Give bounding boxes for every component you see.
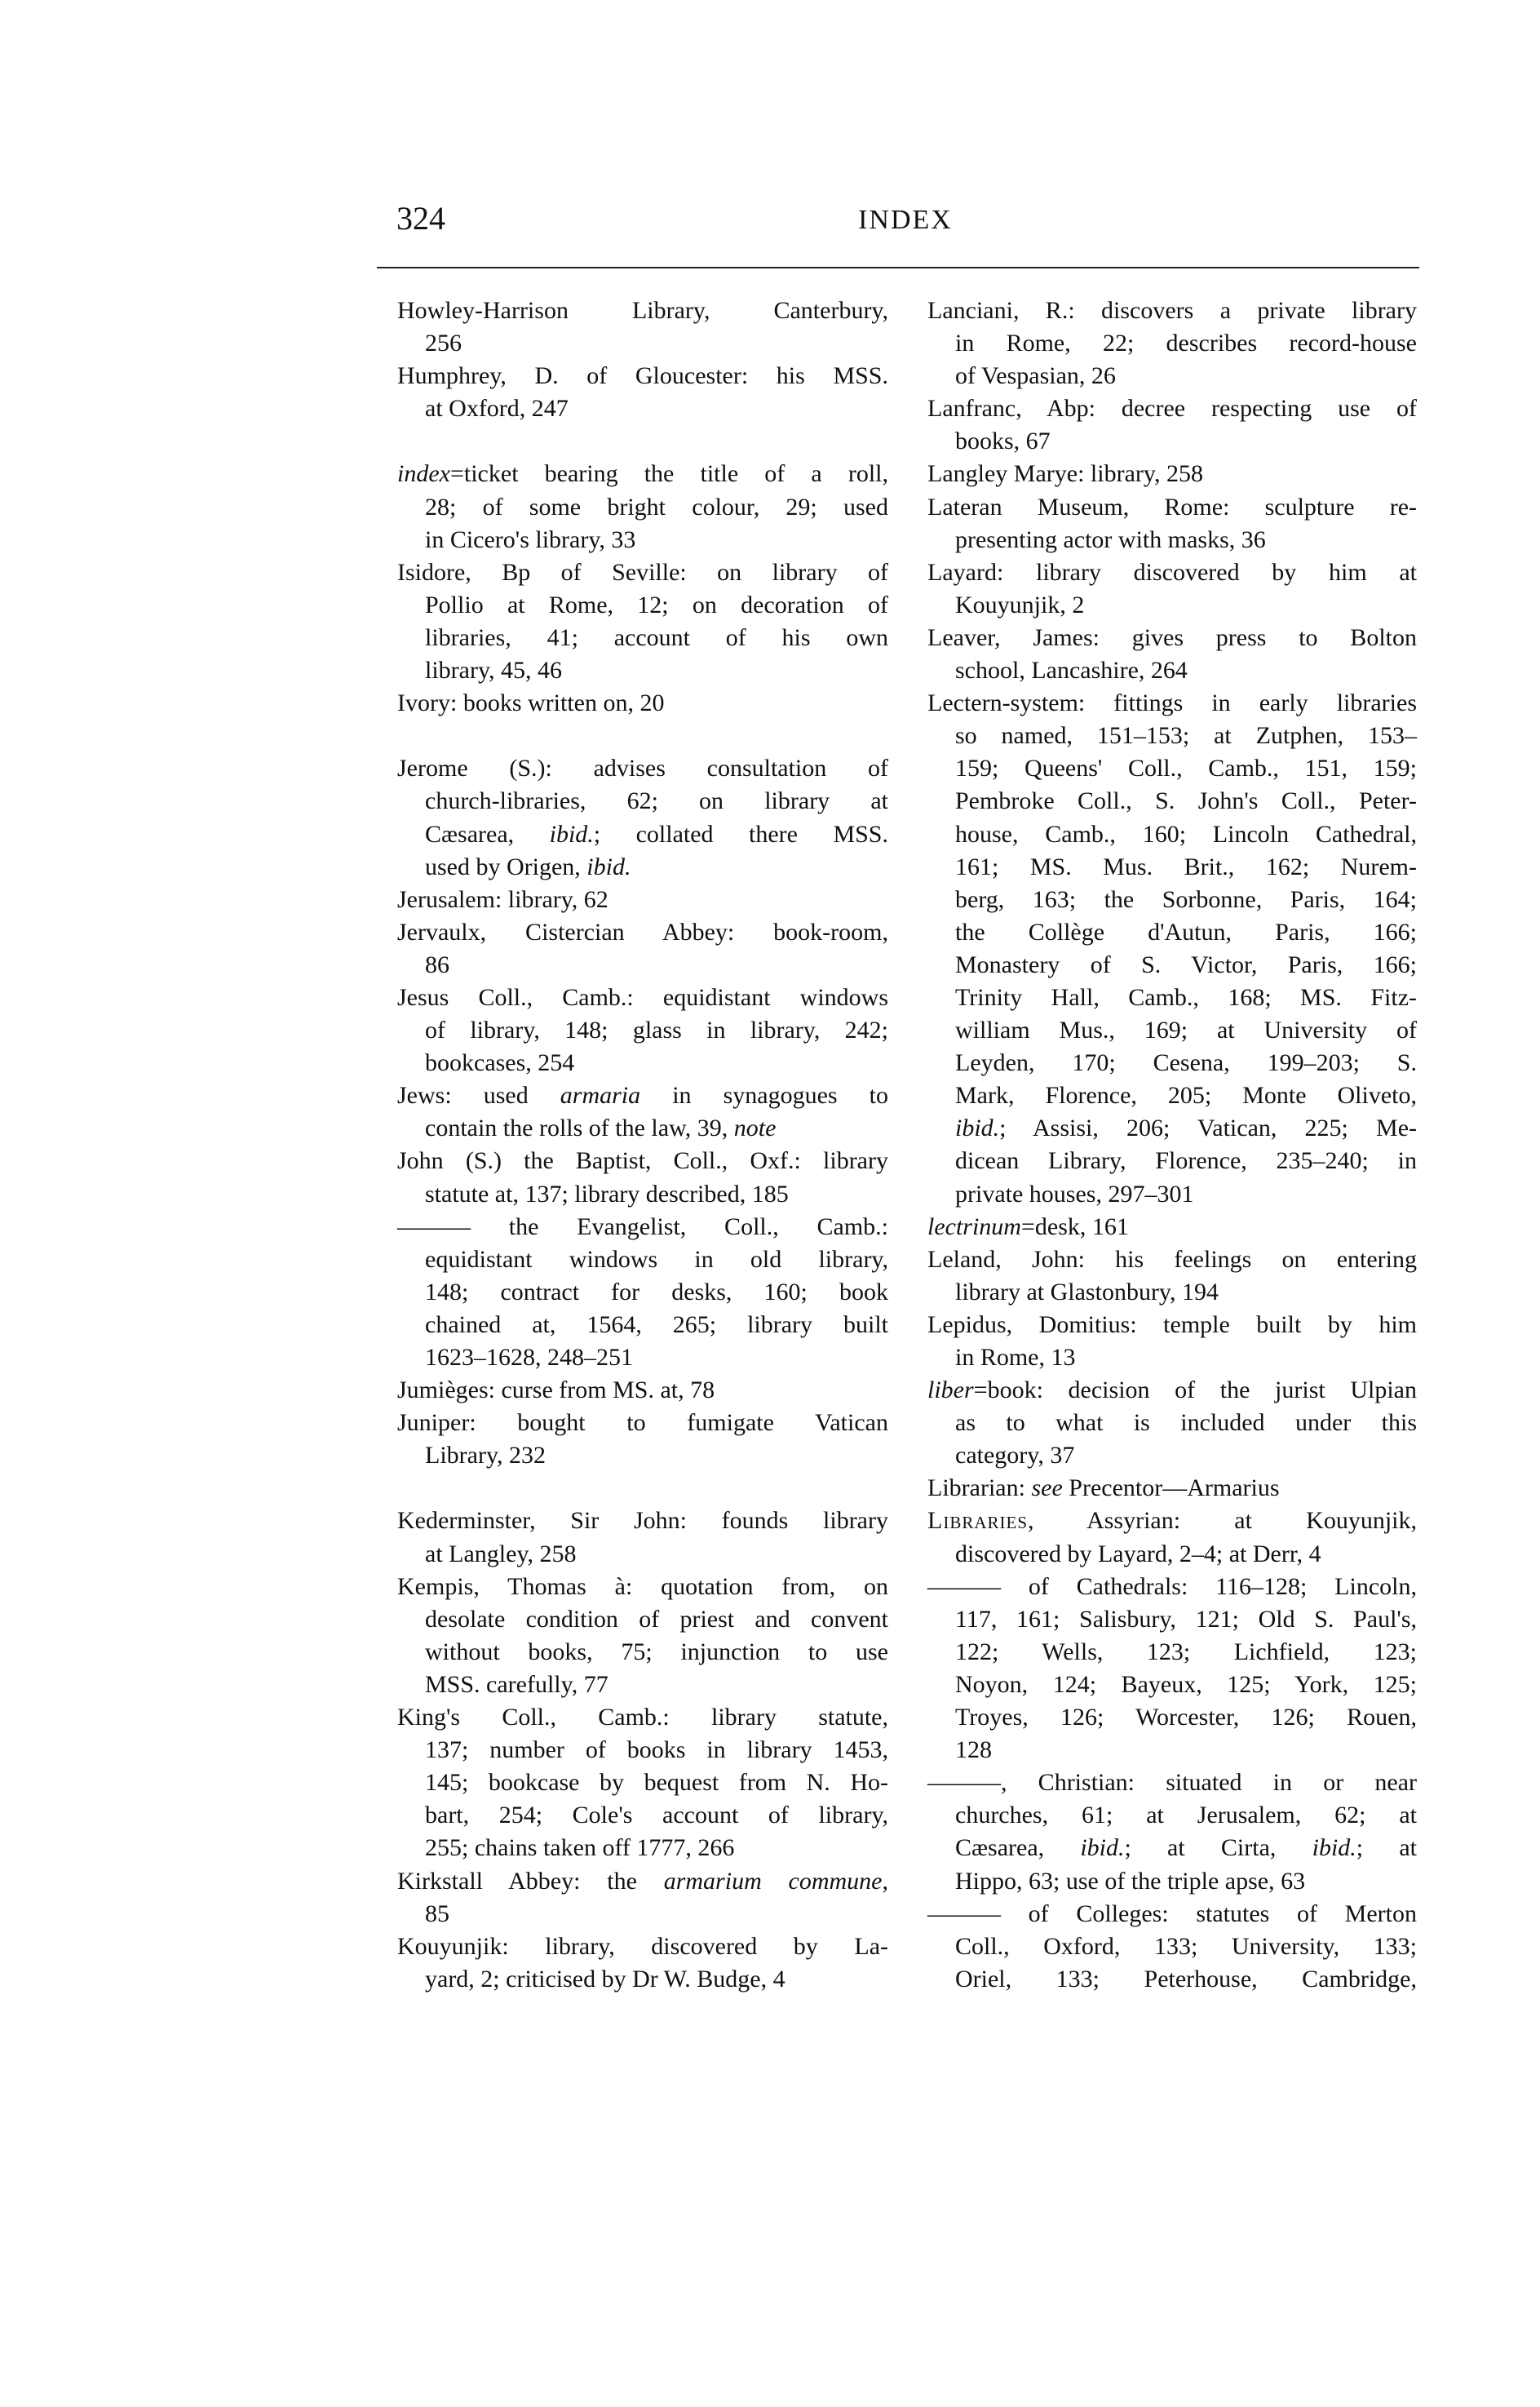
index-italic-text: note — [733, 1115, 777, 1142]
index-line — [927, 425, 1417, 458]
index-text: Humphrey, D. of Gloucester: his MSS. — [397, 362, 888, 390]
index-line — [927, 687, 1417, 720]
index-line — [927, 556, 1417, 589]
index-text: 159; Queens' Coll., Camb., 151, 159; — [955, 755, 1417, 782]
index-smallcaps-heading: Libraries — [927, 1507, 1029, 1535]
index-line — [927, 1079, 1417, 1112]
index-line — [927, 884, 1417, 916]
index-text: John (S.) the Baptist, Coll., Oxf.: library — [397, 1147, 888, 1175]
index-line — [927, 1505, 1417, 1537]
index-text: Coll., Oxford, 133; University, 133; — [955, 1932, 1417, 1960]
index-text: =desk, 161 — [1020, 1212, 1129, 1240]
index-column-left — [397, 295, 888, 1996]
index-text: ——— the Evangelist, Coll., Camb.: — [397, 1212, 888, 1240]
index-line — [397, 687, 888, 720]
index-text: Jervaulx, Cistercian Abbey: book-room, — [397, 918, 888, 946]
index-text: house, Camb., 160; Lincoln Cathedral, — [955, 820, 1417, 848]
index-entry — [397, 1407, 888, 1472]
index-text: yard, 2; criticised by Dr W. Budge, 4 — [425, 1965, 785, 1993]
index-italic-text: lectrinum — [927, 1212, 1021, 1240]
index-line — [927, 785, 1417, 818]
index-line — [927, 1766, 1417, 1799]
index-line — [927, 392, 1417, 425]
index-text: ; at — [1356, 1834, 1417, 1862]
index-text: ———, Christian: situated in or near — [927, 1769, 1417, 1797]
index-text: Lectern-system: fittings in early libraries — [927, 689, 1417, 717]
index-entry — [927, 687, 1417, 1211]
index-line — [927, 654, 1417, 687]
index-text: Monastery of S. Victor, Paris, 166; — [955, 951, 1417, 978]
index-line — [927, 1472, 1417, 1505]
index-letter-group — [397, 1505, 888, 1995]
index-line — [927, 1276, 1417, 1309]
index-text: Oriel, 133; Peterhouse, Cambridge, — [955, 1965, 1417, 1993]
index-entry — [397, 1865, 888, 1930]
index-line — [927, 524, 1417, 556]
index-text: discovered by Layard, 2–4; at Derr, 4 — [955, 1540, 1321, 1567]
index-line — [927, 491, 1417, 524]
index-text: without books, 75; injunction to use — [425, 1638, 888, 1665]
index-text: in Cicero's library, 33 — [425, 525, 636, 553]
index-line — [397, 327, 888, 360]
index-entry — [397, 982, 888, 1079]
index-entry — [397, 1374, 888, 1407]
index-text: ; Assisi, 206; Vatican, 225; Me- — [999, 1115, 1417, 1142]
index-text: of library, 148; glass in library, 242; — [425, 1017, 888, 1044]
index-line — [927, 1898, 1417, 1930]
index-text: in Rome, 22; describes record-house — [955, 330, 1417, 357]
index-entry — [397, 884, 888, 916]
index-text: desolate condition of priest and convent — [425, 1605, 888, 1633]
index-line — [927, 982, 1417, 1014]
index-italic-text: liber — [927, 1376, 974, 1404]
index-column-right — [927, 295, 1417, 1996]
index-text: Cæsarea, — [425, 820, 550, 848]
index-line — [397, 491, 888, 524]
index-line — [397, 1145, 888, 1177]
index-line — [927, 1243, 1417, 1276]
index-line — [927, 1571, 1417, 1603]
index-line — [927, 851, 1417, 884]
index-text: chained at, 1564, 265; library built — [425, 1310, 888, 1338]
index-text: libraries, 41; account of his own — [425, 623, 888, 651]
index-line — [927, 1701, 1417, 1734]
index-text: equidistant windows in old library, — [425, 1245, 888, 1273]
index-text: Jumièges: curse from MS. at, 78 — [397, 1376, 715, 1404]
index-line — [397, 1734, 888, 1766]
index-italic-text: index — [397, 460, 450, 488]
index-text: Lanciani, R.: discovers a private library — [927, 297, 1417, 324]
index-text: Jews: used — [397, 1082, 560, 1110]
index-italic-text: ibid. — [586, 853, 631, 880]
index-text: Isidore, Bp of Seville: on library of — [397, 558, 888, 586]
index-line — [927, 1145, 1417, 1177]
index-line — [397, 752, 888, 785]
index-text: ; collated there MSS. — [593, 820, 888, 848]
index-text: Troyes, 126; Worcester, 126; Rouen, — [955, 1704, 1417, 1731]
index-line — [927, 1047, 1417, 1079]
index-text: Jesus Coll., Camb.: equidistant windows — [397, 983, 888, 1011]
index-text: , — [882, 1867, 888, 1895]
index-text: Trinity Hall, Camb., 168; MS. Fitz- — [955, 983, 1417, 1011]
index-entry — [397, 1079, 888, 1145]
index-entry — [397, 295, 888, 360]
index-line — [927, 1374, 1417, 1407]
index-entry — [927, 1211, 1417, 1243]
index-text: 128 — [955, 1736, 992, 1764]
index-line — [927, 1014, 1417, 1047]
index-text: Howley-Harrison Library, Canterbury, — [397, 297, 888, 324]
index-letter-group — [397, 752, 888, 1472]
index-text: Noyon, 124; Bayeux, 125; York, 125; — [955, 1670, 1417, 1698]
index-line — [397, 851, 888, 884]
index-line — [927, 458, 1417, 490]
index-text: category, 37 — [955, 1442, 1075, 1469]
index-line — [397, 1963, 888, 1996]
index-text: as to what is included under this — [955, 1409, 1417, 1437]
index-entry — [927, 1505, 1417, 1570]
index-text: Layard: library discovered by him at — [927, 558, 1417, 586]
index-line — [927, 916, 1417, 949]
index-text: Library, 232 — [425, 1442, 547, 1469]
index-line — [927, 589, 1417, 622]
index-line — [397, 1603, 888, 1636]
index-text: dicean Library, Florence, 235–240; in — [955, 1147, 1417, 1175]
index-text: 161; MS. Mus. Brit., 162; Nurem- — [955, 853, 1417, 880]
index-text: of Vespasian, 26 — [955, 362, 1116, 390]
index-italic-text: armaria — [560, 1082, 641, 1110]
index-entry — [927, 491, 1417, 556]
index-line — [397, 884, 888, 916]
index-text: 117, 161; Salisbury, 121; Old S. Paul's, — [955, 1605, 1417, 1633]
index-line — [927, 1538, 1417, 1571]
index-line — [397, 1079, 888, 1112]
index-text: the Collège d'Autun, Paris, 166; — [955, 918, 1417, 946]
index-line — [397, 1505, 888, 1537]
index-text: used by Origen, — [425, 853, 587, 880]
index-entry — [927, 1374, 1417, 1472]
index-line — [927, 1439, 1417, 1472]
index-entry — [397, 1145, 888, 1210]
index-line — [927, 1178, 1417, 1211]
index-italic-text: armarium commune — [663, 1867, 883, 1895]
index-line — [397, 785, 888, 818]
index-text: in Rome, 13 — [955, 1344, 1076, 1371]
index-line — [397, 1439, 888, 1472]
index-line — [397, 1014, 888, 1047]
index-text: 86 — [425, 951, 449, 978]
index-line — [927, 1734, 1417, 1766]
index-line — [397, 1243, 888, 1276]
index-text: Mark, Florence, 205; Monte Oliveto, — [955, 1082, 1417, 1110]
index-text: Cæsarea, — [955, 1834, 1081, 1862]
index-line — [397, 818, 888, 851]
index-entry — [927, 1472, 1417, 1505]
index-line — [397, 556, 888, 589]
index-text: Kederminster, Sir John: founds library — [397, 1507, 888, 1535]
index-text: presenting actor with masks, 36 — [955, 525, 1266, 553]
index-text: church-libraries, 62; on library at — [425, 787, 888, 815]
index-line — [397, 1374, 888, 1407]
index-line — [397, 1669, 888, 1701]
index-text: berg, 163; the Sorbonne, Paris, 164; — [955, 885, 1417, 913]
index-text: Lateran Museum, Rome: sculpture re- — [927, 493, 1417, 521]
index-line — [927, 1211, 1417, 1243]
index-text: churches, 61; at Jerusalem, 62; at — [955, 1802, 1417, 1829]
index-text: Leland, John: his feelings on entering — [927, 1245, 1417, 1273]
index-entry — [397, 687, 888, 720]
index-line — [397, 1211, 888, 1243]
index-text: bart, 254; Cole's account of library, — [425, 1802, 888, 1829]
index-line — [927, 1799, 1417, 1832]
index-line — [927, 622, 1417, 654]
index-line — [927, 1636, 1417, 1669]
index-entry — [927, 1766, 1417, 1897]
index-line — [397, 1112, 888, 1145]
index-entry — [397, 1571, 888, 1701]
index-text: MSS. carefully, 77 — [425, 1670, 608, 1698]
index-text: Pollio at Rome, 12; on decoration of — [425, 591, 888, 618]
index-line — [927, 1930, 1417, 1963]
index-text: Kirkstall Abbey: the — [397, 1867, 664, 1895]
index-line — [927, 1963, 1417, 1996]
index-line — [927, 360, 1417, 392]
index-line — [927, 1603, 1417, 1636]
index-text: william Mus., 169; at University of — [955, 1017, 1417, 1044]
index-line — [397, 916, 888, 949]
index-line — [397, 295, 888, 327]
index-line — [397, 1930, 888, 1963]
index-entry — [927, 1243, 1417, 1309]
index-entry — [397, 360, 888, 425]
index-text: so named, 151–153; at Zutphen, 153– — [955, 722, 1417, 750]
index-letter-group — [397, 458, 888, 720]
index-line — [397, 1701, 888, 1734]
index-line — [927, 818, 1417, 851]
header-rule — [377, 267, 1419, 268]
index-entry — [397, 556, 888, 687]
index-italic-text: ibid. — [1080, 1834, 1125, 1862]
index-text: library, 45, 46 — [425, 657, 563, 685]
index-line — [397, 1571, 888, 1603]
index-line — [927, 327, 1417, 360]
index-text: library at Glastonbury, 194 — [955, 1278, 1219, 1305]
index-text: ——— of Colleges: statutes of Merton — [927, 1899, 1417, 1927]
index-letter-group — [397, 295, 888, 425]
index-text: at Langley, 258 — [425, 1540, 577, 1567]
index-text: Jerome (S.): advises consultation of — [397, 755, 888, 782]
index-entry — [927, 556, 1417, 622]
index-line — [927, 1112, 1417, 1145]
index-text: Kempis, Thomas à: quotation from, on — [397, 1572, 888, 1600]
index-entry — [397, 916, 888, 982]
index-line — [397, 1636, 888, 1669]
index-text: Leaver, James: gives press to Bolton — [927, 623, 1417, 651]
index-line — [397, 622, 888, 654]
index-line — [397, 1832, 888, 1864]
index-line — [927, 1865, 1417, 1898]
index-line — [397, 1309, 888, 1341]
index-entry — [927, 1571, 1417, 1767]
index-italic-text: see — [1031, 1474, 1063, 1502]
index-text: statute at, 137; library described, 185 — [425, 1180, 789, 1208]
index-text: =ticket bearing the title of a roll, — [449, 460, 888, 488]
index-line — [397, 1047, 888, 1079]
index-entry — [927, 1309, 1417, 1374]
index-entry — [397, 1505, 888, 1570]
index-line — [927, 752, 1417, 785]
index-entry — [927, 622, 1417, 687]
index-line — [397, 1276, 888, 1309]
index-letter-group — [927, 295, 1417, 1996]
index-italic-text: ibid. — [955, 1115, 1000, 1142]
index-line — [927, 949, 1417, 982]
index-text: Librarian: — [927, 1474, 1032, 1502]
index-line — [927, 295, 1417, 327]
index-entry — [397, 1930, 888, 1996]
page-number: 324 — [396, 200, 445, 237]
index-text: school, Lancashire, 264 — [955, 657, 1188, 685]
index-text: Jerusalem: library, 62 — [397, 885, 608, 913]
index-line — [397, 589, 888, 622]
index-text: private houses, 297–301 — [955, 1180, 1194, 1208]
index-text: in synagogues to — [640, 1082, 889, 1110]
index-text: Pembroke Coll., S. John's Coll., Peter- — [955, 787, 1417, 815]
index-line — [397, 982, 888, 1014]
index-text: King's Coll., Camb.: library statute, — [397, 1704, 888, 1731]
index-text: Langley Marye: library, 258 — [927, 460, 1203, 488]
index-line — [397, 360, 888, 392]
index-text: ——— of Cathedrals: 116–128; Lincoln, — [927, 1572, 1417, 1600]
index-text: 122; Wells, 123; Lichfield, 123; — [955, 1638, 1417, 1665]
index-line — [397, 1898, 888, 1930]
index-entry — [927, 392, 1417, 458]
index-line — [397, 392, 888, 425]
index-text: Kouyunjik: library, discovered by La- — [397, 1932, 888, 1960]
index-text: , Assyrian: at Kouyunjik, — [1028, 1507, 1417, 1535]
index-text: Lepidus, Domitius: temple built by him — [927, 1310, 1417, 1338]
index-line — [927, 1669, 1417, 1701]
index-text: 28; of some bright colour, 29; used — [425, 493, 888, 521]
index-text: =book: decision of the jurist Ulpian — [973, 1376, 1417, 1404]
index-line — [397, 949, 888, 982]
index-line — [927, 1341, 1417, 1374]
index-line — [397, 524, 888, 556]
index-line — [397, 1407, 888, 1439]
index-line — [397, 654, 888, 687]
index-line — [927, 1309, 1417, 1341]
index-line — [927, 720, 1417, 752]
index-line — [397, 458, 888, 490]
index-entry — [927, 295, 1417, 392]
index-text: at Oxford, 247 — [425, 395, 569, 423]
index-text: contain the rolls of the law, 39, — [425, 1115, 734, 1142]
index-entry — [397, 752, 888, 883]
index-line — [397, 1178, 888, 1211]
index-italic-text: ibid. — [1312, 1834, 1356, 1862]
index-text: 255; chains taken off 1777, 266 — [425, 1834, 735, 1862]
index-text: Precentor—Armarius — [1062, 1474, 1280, 1502]
index-text: ; at Cirta, — [1124, 1834, 1312, 1862]
index-line — [397, 1341, 888, 1374]
index-text: Ivory: books written on, 20 — [397, 689, 665, 717]
index-line — [927, 1832, 1417, 1864]
index-text: 1623–1628, 248–251 — [425, 1344, 633, 1371]
index-text: books, 67 — [955, 428, 1051, 455]
running-head: INDEX — [858, 205, 953, 235]
index-text: 137; number of books in library 1453, — [425, 1736, 888, 1764]
index-line — [397, 1766, 888, 1799]
index-italic-text: ibid. — [549, 820, 594, 848]
index-entry — [397, 1211, 888, 1374]
index-entry — [397, 1701, 888, 1864]
index-entry — [397, 458, 888, 556]
index-text: 85 — [425, 1899, 449, 1927]
index-text: bookcases, 254 — [425, 1049, 575, 1077]
index-entry — [927, 1898, 1417, 1996]
index-text: Hippo, 63; use of the triple apse, 63 — [955, 1867, 1306, 1895]
index-text: Juniper: bought to fumigate Vatican — [397, 1409, 888, 1437]
index-text: Lanfranc, Abp: decree respecting use of — [927, 395, 1417, 423]
index-text: Kouyunjik, 2 — [955, 591, 1085, 618]
index-line — [927, 1407, 1417, 1439]
index-line — [397, 1799, 888, 1832]
index-text: 148; contract for desks, 160; book — [425, 1278, 888, 1305]
index-text: 145; bookcase by bequest from N. Ho- — [425, 1769, 888, 1797]
index-line — [397, 1538, 888, 1571]
index-text: 256 — [425, 330, 462, 357]
index-line — [397, 1865, 888, 1898]
index-entry — [927, 458, 1417, 490]
index-text: Leyden, 170; Cesena, 199–203; S. — [955, 1049, 1417, 1077]
